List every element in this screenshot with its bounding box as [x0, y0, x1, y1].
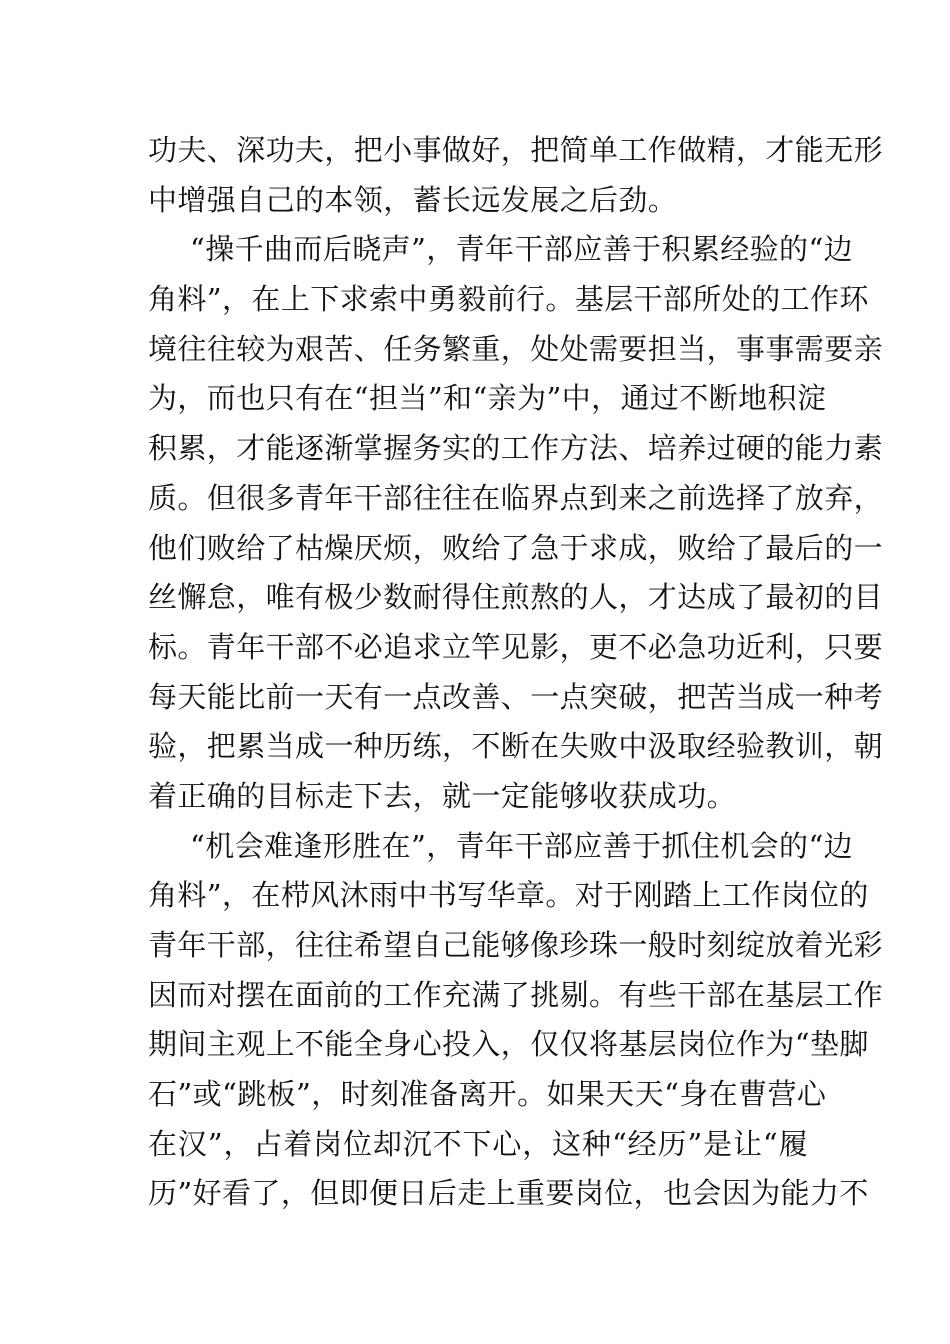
text-line: 境往往较为艰苦、任务繁重，处处需要担当，事事需要亲	[148, 331, 884, 366]
paragraph-start-line: “机会难逢形胜在”，青年干部应善于抓住机会的“边	[190, 828, 854, 863]
text-line: 历”好看了，但即便日后走上重要岗位，也会因为能力不	[148, 1176, 869, 1211]
text-line: 中增强自己的本领，蓄长远发展之后劲。	[148, 182, 678, 217]
text-line: 青年干部，往往希望自己能够像珍珠一般时刻绽放着光彩	[148, 928, 884, 962]
text-line: 期间主观上不能全身心投入，仅仅将基层岗位作为“垫脚	[148, 1027, 869, 1062]
text-line: 他们败给了枯燥厌烦，败给了急于求成，败给了最后的一	[148, 530, 884, 565]
paragraph-start-line: “操千曲而后晓声”，青年干部应善于积累经验的“边	[190, 232, 854, 267]
text-line: 质。但很多青年干部往往在临界点到来之前选择了放弃，	[148, 480, 884, 515]
text-line: 因而对摆在面前的工作充满了挑剔。有些干部在基层工作	[148, 977, 884, 1012]
text-line: 验，把累当成一种历练，不断在失败中汲取经验教训，朝	[148, 729, 884, 764]
text-line: 每天能比前一天有一点改善、一点突破，把苦当成一种考	[148, 679, 884, 714]
text-line: 石”或“跳板”，时刻准备离开。如果天天“身在曹营心	[148, 1077, 827, 1112]
text-line: 角料”，在栉风沐雨中书写华章。对于刚踏上工作岗位的	[148, 878, 869, 913]
text-line: 为，而也只有在“担当”和“亲为”中，通过不断地积淀	[148, 381, 827, 416]
text-line: 着正确的目标走下去，就一定能够收获成功。	[148, 778, 737, 813]
text-line: 积累，才能逐渐掌握务实的工作方法、培养过硬的能力素	[148, 431, 884, 466]
body-text	[148, 126, 884, 1219]
text-line: 标。青年干部不必追求立竿见影，更不必急功近利，只要	[148, 629, 884, 664]
text-line: 在汉”，占着岗位却沉不下心，这种“经历”是让“履	[148, 1126, 808, 1161]
text-line: 丝懈怠，唯有极少数耐得住煎熬的人，才达成了最初的目	[148, 580, 884, 615]
text-line: 角料”，在上下求索中勇毅前行。基层干部所处的工作环	[148, 282, 869, 317]
text-line: 功夫、深功夫，把小事做好，把简单工作做精，才能无形	[148, 133, 884, 167]
